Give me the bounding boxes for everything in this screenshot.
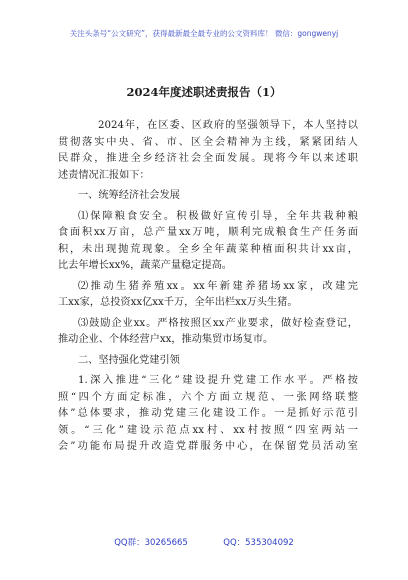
document-body <box>58 118 358 456</box>
text-line: 2024年，在区委、区政府的坚强领导下，本人坚持以 <box>98 120 358 131</box>
text-line: ⑵推动生猪养殖xx。xx年新建养猪场xx家，改建完 <box>78 280 358 292</box>
text-line: 贯彻落实中央、省、市、区全会精神为主线，紧紧团结人 <box>58 136 358 148</box>
section-heading: 二、坚持强化党建引领 <box>78 354 180 366</box>
text-line: 积，未出现抛荒现象。全乡全年蔬菜种植面积共计xx亩， <box>58 243 358 255</box>
text-line: 推动企业、个体经营户xx，推动集贸市场复市。 <box>58 334 274 345</box>
document-title: 2024年度述职述责报告（1） <box>126 85 282 99</box>
text-line: 民群众，推进全乡经济社会全面发展。现将今年以来述职 <box>58 153 358 164</box>
text-line: ⑶鼓励企业xx。严格按照区xx产业要求，做好检查登记， <box>78 317 358 329</box>
text-line: 领。“三化”建设示范点xx村、xx村按照“四室两站一 <box>58 424 358 436</box>
footer-qq: QQ：535304092 <box>223 538 294 548</box>
text-line: ⑴保障粮食安全。积极做好宣传引导，全年共栽种粮 <box>78 210 358 222</box>
text-line: 食面积xx万亩，总产量xx万吨，顺利完成粮食生产任务面 <box>58 227 358 238</box>
text-line: 1.深入推进“三化”建设提升党建工作水平。严格按 <box>78 375 358 386</box>
header-notice: 关注头条号“公文研究”，获得最新最全最专业的公文资料库！ 微信：gongwenyj <box>69 29 339 38</box>
text-line: 工xx家，总投资xx亿xx千万，全年出栏xx万头生猪。 <box>58 297 298 308</box>
text-line: 会”功能布局提升改造党群服务中心，在保留党员活动室 <box>58 441 358 452</box>
text-line: 比去年增长xx%，蔬菜产量稳定提高。 <box>58 260 232 271</box>
section-heading: 一、统筹经济社会发展 <box>78 190 180 201</box>
text-line: 体”总体要求，推动党建三化建设工作。一是抓好示范引 <box>58 408 358 419</box>
text-line: 照“四个方面定标准，六个方面立规范、一张网络联整 <box>58 391 358 403</box>
text-line: 述责情况汇报如下： <box>58 169 150 181</box>
footer-qq-group: QQ群：30265665 <box>114 538 188 548</box>
footer-contact <box>0 536 408 548</box>
